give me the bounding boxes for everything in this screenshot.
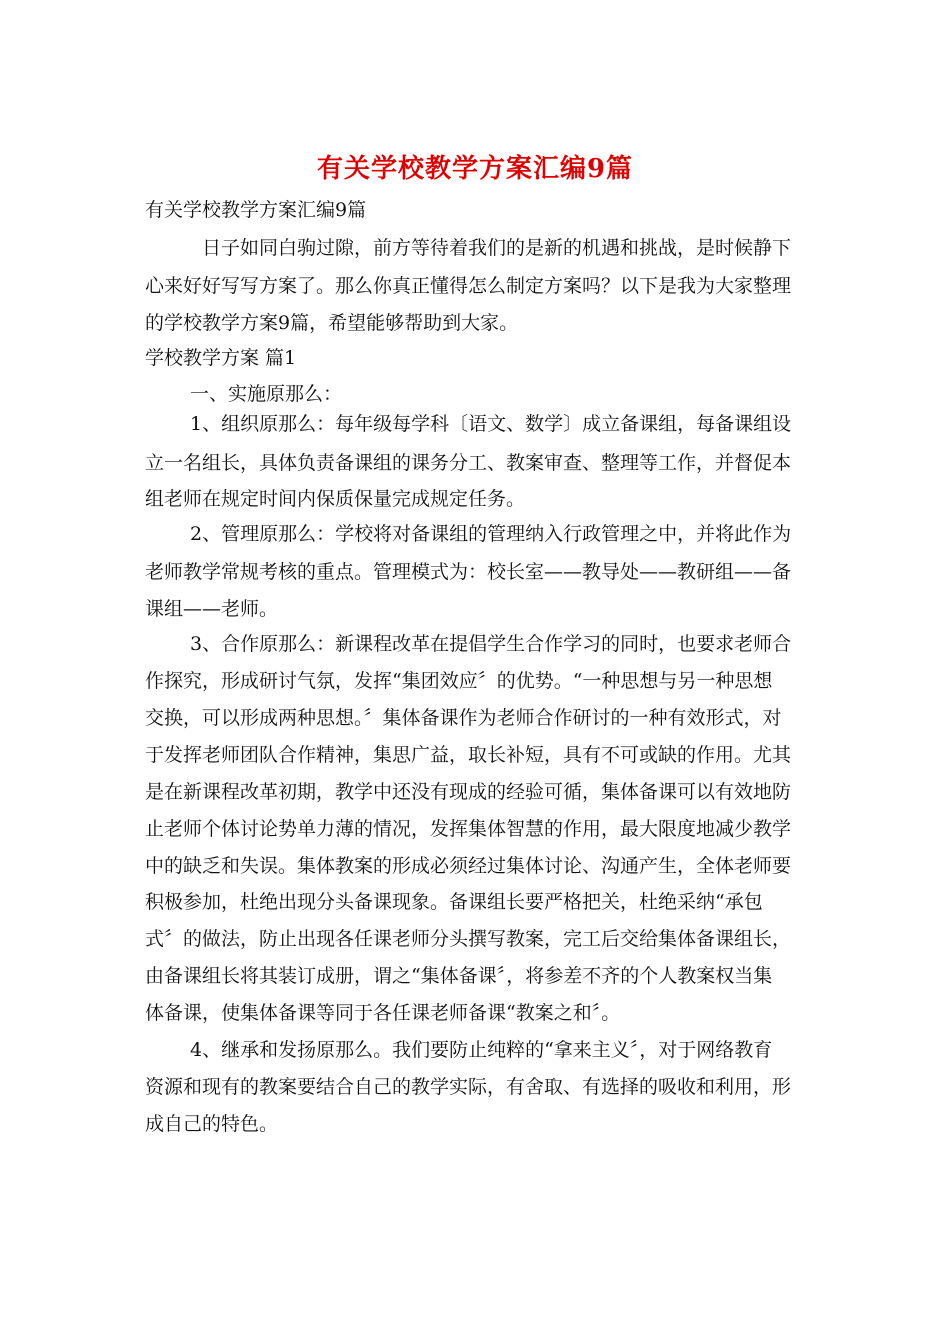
paragraph-line: 课组——老师。	[145, 598, 279, 620]
paragraph-line: 式〞的做法，防止出现各任课老师分头撰写教案，完工后交给集体备课组长，	[145, 928, 792, 950]
paragraph-line: 心来好好写写方案了。那么你真正懂得怎么制定方案吗？以下是我为大家整理	[145, 275, 792, 297]
paragraph-line: 由备课组长将其装订成册，谓之“集体备课〞，将参差不齐的个人教案权当集	[145, 965, 773, 987]
paragraph-line: 交换，可以形成两种思想。〞集体备课作为老师合作研讨的一种有效形式，对	[145, 707, 782, 729]
paragraph-line: 作探究，形成研讨气氛，发挥“集团效应〞的优势。“一种思想与另一种思想	[145, 670, 773, 692]
paragraph-line: 于发挥老师团队合作精神，集思广益，取长补短，具有不可或缺的作用。尤其	[145, 744, 792, 766]
paragraph-line: 积极参加，杜绝出现分头备课现象。备课组长要严格把关，杜绝采纳“承包	[145, 891, 763, 913]
paragraph-line: 组老师在规定时间内保质保量完成规定任务。	[145, 488, 526, 510]
subtitle-line: 有关学校教学方案汇编9篇	[145, 199, 367, 221]
paragraph-line: 3、合作原那么：新课程改革在提倡学生合作学习的同时，也要求老师合	[190, 633, 792, 655]
paragraph-line: 1、组织原那么：每年级每学科〔语文、数学〕成立备课组，每备课组设	[190, 413, 792, 435]
paragraph-line: 立一名组长，具体负责备课组的课务分工、教案审查、整理等工作，并督促本	[145, 452, 792, 474]
paragraph-line: 日子如同白驹过隙，前方等待着我们的是新的机遇和挑战，是时候静下	[202, 237, 792, 259]
paragraph-line: 是在新课程改革初期，教学中还没有现成的经验可循，集体备课可以有效地防	[145, 781, 792, 803]
paragraph-line: 中的缺乏和失误。集体教案的形成必须经过集体讨论、沟通产生，全体老师要	[145, 855, 792, 877]
paragraph-line: 老师教学常规考核的重点。管理模式为：校长室——教导处——教研组——备	[145, 561, 792, 583]
paragraph-line: 止老师个体讨论势单力薄的情况，发挥集体智慧的作用，最大限度地减少教学	[145, 818, 792, 840]
paragraph-line: 一、实施原那么：	[190, 383, 343, 405]
document-title: 有关学校教学方案汇编9篇	[316, 154, 634, 184]
paragraph-line: 成自己的特色。	[145, 1113, 279, 1135]
paragraph-line: 2、管理原那么：学校将对备课组的管理纳入行政管理之中，并将此作为	[190, 523, 792, 545]
paragraph-line: 的学校教学方案9篇，希望能够帮助到大家。	[145, 312, 519, 334]
paragraph-line: 4、继承和发扬原那么。我们要防止纯粹的“拿来主义〞，对于网络教育	[190, 1039, 773, 1061]
section-heading: 学校教学方案 篇1	[145, 347, 297, 369]
paragraph-line: 资源和现有的教案要结合自己的教学实际，有舍取、有选择的吸收和利用，形	[145, 1076, 792, 1098]
paragraph-line: 体备课，使集体备课等同于各任课老师备课“教案之和〞。	[145, 1002, 621, 1024]
